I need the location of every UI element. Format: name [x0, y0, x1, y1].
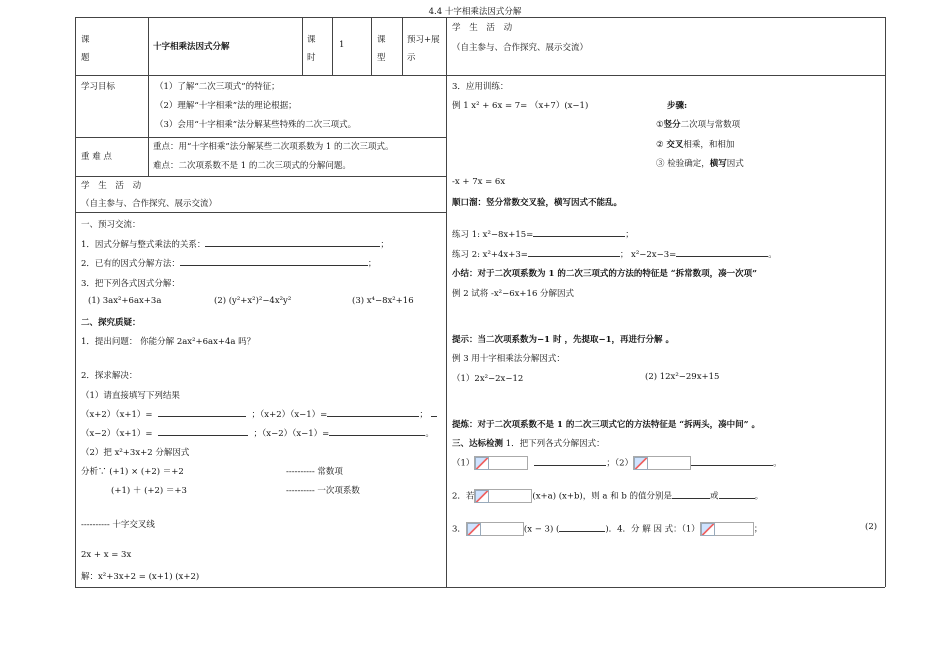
section-explore: 二、探究质疑： [81, 318, 141, 328]
answer-blank[interactable] [180, 257, 368, 266]
step-1-key: 竖分 [663, 120, 681, 130]
type-value [407, 31, 440, 67]
type-label-1: 课 [377, 35, 386, 45]
answer-blank[interactable] [205, 238, 380, 247]
check-3-label: 3． [452, 524, 466, 535]
question-2 [81, 257, 376, 269]
answer-blank[interactable] [329, 427, 425, 436]
formula-image [474, 456, 528, 470]
analysis-1: 分析∵ (+1) × (+2) ＝+2 [81, 467, 184, 477]
practice-2 [452, 248, 777, 260]
hours-label [307, 31, 316, 67]
step-3 [656, 157, 744, 169]
answer-blank[interactable] [327, 408, 419, 417]
hours-value: 1 [339, 40, 345, 50]
hours-label-2: 时 [307, 53, 316, 63]
check-2 [452, 489, 763, 503]
step-3-num: ③ 检验确定， [656, 159, 710, 169]
document-title: 4.4 十字相乘法因式分解 [428, 7, 522, 17]
difficult-point: 难点：二次项系数不是 1 的二次三项式的分解问题。 [153, 161, 351, 171]
example-2: 例 2 试将 -x²−6x+16 分解因式 [452, 289, 575, 299]
step-2-text: 相乘，和相加 [683, 140, 735, 150]
right-activity-title: 学 生 活 动 [452, 23, 516, 33]
practice-2c: 。 [768, 250, 777, 260]
explore-1: 1．提出问题： 你能分解 2ax²+6ax+4a 吗？ [81, 337, 256, 347]
image-placeholder-icon [701, 523, 715, 536]
formula-image [466, 522, 524, 536]
section-check-text: 1．把下列各式分解因式： [503, 439, 605, 449]
problem-1: (1) 3ax²+6ax+3a [88, 296, 162, 306]
image-placeholder-icon [475, 457, 489, 470]
analysis-1-note: ---------- 常数项 [286, 467, 343, 477]
analysis-2-note: ---------- 一次项系数 [286, 486, 360, 496]
practice-2a: 练习 2: x²+4x+3= [452, 250, 528, 260]
image-placeholder-icon [475, 490, 489, 503]
summary: 小结：对于二次项系数为 1 的二次三项式的方法的特征是 “拆常数项，凑一次项” [452, 269, 758, 279]
goals-label: 学习目标 [81, 82, 116, 92]
answer-blank[interactable] [534, 457, 606, 466]
question-2-end: ； [367, 259, 377, 269]
check-3-mid2: )．4．分 解 因 式：（1） [605, 524, 700, 535]
cross-check: -x + 7x = 6x [452, 177, 506, 187]
image-placeholder-icon [467, 523, 481, 536]
answer-blank[interactable] [431, 408, 437, 417]
goal-item-1: （1）了解“二次三项式”的特征； [155, 82, 280, 92]
question-2-text: 2．已有的因式分解方法： [81, 259, 180, 269]
answer-blank[interactable] [691, 457, 773, 466]
explore-2: 2．探求解决： [81, 371, 138, 381]
check-1-mid: ；（2） [606, 458, 634, 469]
check-2-mid: (x+a) (x+b)，则 a 和 b 的值分别是 [532, 491, 673, 502]
right-activity-sub: （自主参与、合作探究、展示交流） [452, 43, 589, 53]
example-3a: （1）2x²−2x−12 [452, 374, 524, 384]
step-1-num: ① [656, 120, 664, 130]
explore-2-1: （1）请直接填写下列结果 [81, 391, 180, 401]
image-placeholder-icon [634, 457, 648, 470]
result-1b: ；（x+2）（x−1）= [251, 410, 328, 420]
check-2-end: 。 [754, 491, 764, 502]
steps-title: 步骤: [667, 101, 688, 111]
step-2-key: 交叉 [666, 140, 684, 150]
formula-image [633, 456, 691, 470]
refine: 提炼：对于二次项系数不是 1 的二次三项式它的方法特征是 “拆两头，凑中间” 。 [452, 420, 761, 430]
example-1: 例 1 x² + 6x = 7= （x+7）(x−1) [452, 101, 589, 111]
section-check-title: 三、达标检测 [452, 439, 504, 449]
key-point: 重点：用“十字相乘”法分解某些二次项系数为 1 的二次三项式。 [153, 142, 394, 152]
question-1-end: ； [380, 240, 389, 250]
answer-blank[interactable] [719, 490, 755, 499]
check-4-2: (2) [865, 522, 878, 532]
step-2 [656, 138, 734, 150]
type-label [377, 31, 386, 67]
goal-item-3: （3）会用“十字相乘”法分解某些特殊的二次三项式。 [155, 120, 357, 130]
practice-1 [452, 228, 634, 240]
result-1a: （x+2）（x+1）= [81, 410, 153, 420]
answer-blank[interactable] [158, 427, 248, 436]
answer-blank[interactable] [158, 408, 246, 417]
check-2-label: 2．若 [452, 491, 475, 502]
step-3-text: 因式 [726, 159, 744, 169]
section-check [452, 437, 605, 449]
analysis-2: (+1) ＋ (+2) ＝+3 [111, 486, 187, 496]
answer-blank[interactable] [676, 248, 768, 257]
step-1 [656, 118, 740, 130]
formula-image [700, 522, 754, 536]
topic-label-2: 题 [81, 53, 90, 63]
result-2c: 。 [425, 429, 434, 439]
problem-2: (2) (y²+x²)²−4x²y² [214, 296, 292, 306]
check-3-mid: (x − 3) ( [523, 524, 560, 535]
result-row-2 [81, 427, 434, 439]
topic-label-1: 课 [81, 35, 90, 45]
goal-item-2: （2）理解“十字相乘”法的理论根据； [155, 101, 297, 111]
example-3b: (2) 12x²−29x+15 [645, 372, 720, 382]
hours-label-1: 课 [307, 35, 316, 45]
solution: 解：x²+3x+2 = (x+1) (x+2) [81, 572, 200, 582]
keypoints-label: 重 难 点 [81, 152, 112, 162]
topic-title: 十字相乘法因式分解 [153, 42, 230, 52]
cross-line-note: ---------- 十字交叉线 [81, 520, 155, 530]
question-1 [81, 238, 389, 250]
answer-blank[interactable] [533, 228, 625, 237]
question-3: 3．把下列各式因式分解： [81, 279, 180, 289]
formula-image [474, 489, 532, 503]
type-value-2: 示 [407, 53, 416, 63]
result-1c: ； [419, 410, 428, 420]
hint: 提示：当二次项系数为−1 时 ，先提取−1，再进行分解 。 [452, 335, 674, 345]
rhyme: 顺口溜：竖分常数交叉验，横写因式不能乱。 [452, 198, 623, 208]
result-2a: （x−2）（x+1）= [81, 429, 153, 439]
step-3-key: 横写 [709, 159, 727, 169]
section-preview: 一、预习交流： [81, 220, 141, 230]
example-3: 例 3 用十字相乘法分解因式： [452, 354, 565, 364]
result-row-1 [81, 408, 437, 420]
check-3-end: ； [753, 524, 763, 535]
result-2b: ；（x−2）（x−1）= [253, 429, 330, 439]
type-label-2: 型 [377, 53, 386, 63]
question-1-text: 1．因式分解与整式乘法的关系： [81, 240, 206, 250]
step-2-num: ② [656, 140, 667, 150]
practice-1-text: 练习 1: x²−8x+15= [452, 230, 534, 240]
problem-3: (3) x⁴−8x²+16 [352, 296, 414, 306]
cross-equation: 2x + x = 3x [81, 550, 132, 560]
left-activity-title: 学 生 活 动 [81, 181, 145, 191]
check-1-end: 。 [773, 458, 782, 469]
answer-blank[interactable] [559, 523, 605, 532]
answer-blank[interactable] [672, 490, 710, 499]
practice-2b: ； x²−2x−3= [619, 250, 677, 260]
topic-label [81, 31, 90, 67]
answer-blank[interactable] [528, 248, 620, 257]
check-2-or: 或 [710, 491, 719, 502]
practice-1-end: ； [625, 230, 634, 240]
step-1-text: 二次项与常数项 [680, 120, 741, 130]
check-3 [452, 522, 762, 536]
explore-2-2: （2）把 x²+3x+2 分解因式 [81, 448, 190, 458]
section-application: 3．应用训练： [452, 82, 509, 92]
check-1-label: （1） [452, 458, 475, 469]
check-1 [452, 456, 782, 470]
type-value-1: 预习+展 [407, 35, 440, 45]
left-activity-sub: （自主参与、合作探究、展示交流） [81, 199, 218, 209]
